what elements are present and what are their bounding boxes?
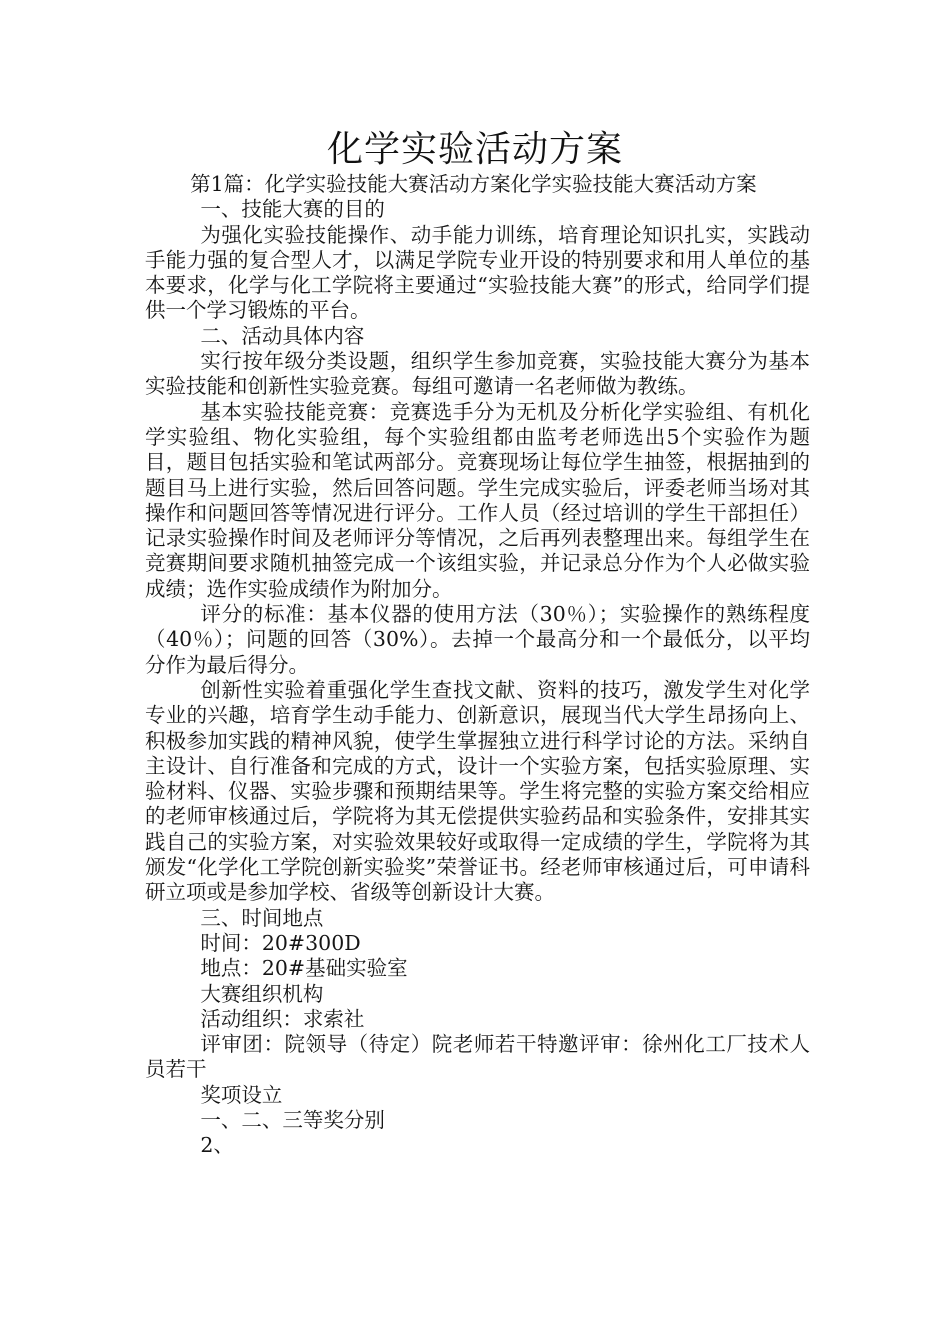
document-title: 化学实验活动方案 [326, 129, 623, 170]
paragraph-chapter-heading: 第1篇：化学实验技能大赛活动方案化学实验技能大赛活动方案 [190, 172, 757, 196]
paragraph-time: 时间：20#300D [200, 930, 361, 955]
paragraph-section-heading-1: 一、技能大赛的目的 [200, 197, 385, 222]
paragraph-location: 地点：20#基础实验室 [200, 956, 408, 981]
paragraph-awards-heading: 奖项设立 [200, 1082, 283, 1107]
document-body [145, 172, 810, 1159]
paragraph-awards-levels: 一、二、三等奖分别 [200, 1107, 385, 1132]
paragraph-scoring: 评分的标准：基本仪器的使用方法（30％）；实验操作的熟练程度（40％）；问题的回答（30%）。去掉一个最高分和一个最低分，以平均分作为最后得分。 [145, 602, 810, 677]
paragraph-innovation: 创新性实验着重强化学生查找文献、资料的技巧，激发学生对化学专业的兴趣，培育学生动手能力、创新意识，展现当代大学生昂扬向上、积极参加实践的精神风貌，使学生掌握独立进行科学讨论的方法。采纳自主设计、自行准备和完成的方式，设计一个实验方案，包括实验原理、实验材料、仪器、实验步骤和预期结果等。学生将完整的实验方案交给相应的老师审核通过后，学院将为其无偿提供实验药品和实验条件，安排其实践自己的实验方案，对实验效果较好或取得一定成绩的学生，学院将为其颁发“化学化工学院创新实验奖”荣誉证书。经老师审核通过后，可申请科研立项或是参加学校、省级等创新设计大赛。 [145, 677, 810, 905]
paragraph-section-heading-2: 二、活动具体内容 [200, 323, 365, 348]
paragraph-item-2: 2、 [200, 1133, 234, 1158]
paragraph-organization-heading: 大赛组织机构 [200, 981, 324, 1006]
paragraph-organizer: 活动组织：求索社 [200, 1006, 365, 1031]
paragraph-purpose: 为强化实验技能操作、动手能力训练，培育理论知识扎实，实践动手能力强的复合型人才，以满足学院专业开设的特别要求和用人单位的基本要求，化学与化工学院将主要通过“实验技能大赛”的形式，给同学们提供一个学习锻炼的平台。 [145, 222, 810, 323]
paragraph-basic-competition: 基本实验技能竞赛：竞赛选手分为无机及分析化学实验组、有机化学实验组、物化实验组，每个实验组都由监考老师选出5个实验作为题目，题目包括实验和笔试两部分。竞赛现场让每位学生抽签，根据抽到的题目马上进行实验，然后回答问题。学生完成实验后，评委老师当场对其操作和问题回答等情况进行评分。工作人员（经过培训的学生干部担任）记录实验操作时间及老师评分等情况，之后再列表整理出来。每组学生在竞赛期间要求随机抽签完成一个该组实验，并记录总分作为个人必做实验成绩；选作实验成绩作为附加分。 [145, 399, 810, 601]
paragraph-judges: 评审团：院领导（待定）院老师若干特邀评审：徐州化工厂技术人员若干 [145, 1032, 810, 1082]
paragraph-section-heading-3: 三、时间地点 [200, 905, 324, 930]
paragraph-grouping: 实行按年级分类设题，组织学生参加竞赛，实验技能大赛分为基本实验技能和创新性实验竞赛。每组可邀请一名老师做为教练。 [145, 349, 810, 399]
